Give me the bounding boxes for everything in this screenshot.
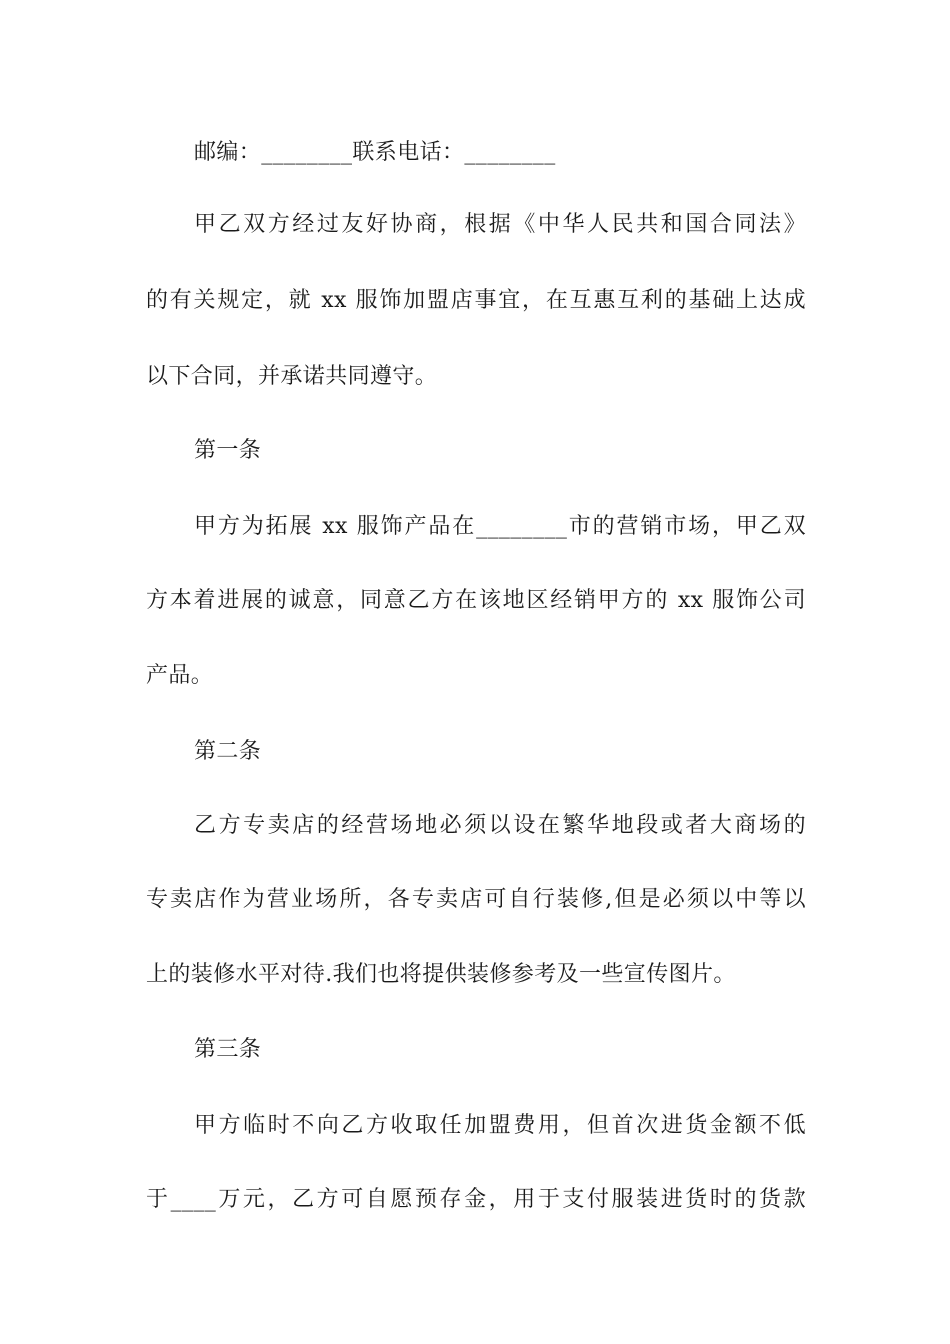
article-1-line-1: 甲方为拓展 xx 服饰产品在________市的营销市场，甲乙双: [194, 514, 806, 539]
article-2-line-3: 上的装修水平对待.我们也将提供装修参考及一些宣传图片。: [146, 962, 736, 987]
article-3-heading: 第三条: [194, 1037, 262, 1062]
paragraph-intro-line-3: 以下合同，并承诺共同遵守。: [146, 364, 438, 389]
article-3-line-1: 甲方临时不向乙方收取任加盟费用，但首次进货金额不低: [194, 1113, 806, 1138]
article-2-line-2: 专卖店作为营业场所，各专卖店可自行装修,但是必须以中等以: [146, 887, 806, 912]
article-3-line-2: 于____万元，乙方可自愿预存金，用于支付服装进货时的货款: [146, 1187, 806, 1212]
article-1-line-2: 方本着进展的诚意，同意乙方在该地区经销甲方的 xx 服饰公司: [146, 588, 806, 613]
article-2-heading: 第二条: [194, 739, 262, 764]
paragraph-intro-line-1: 甲乙双方经过友好协商，根据《中华人民共和国合同法》: [194, 212, 806, 237]
article-1-heading: 第一条: [194, 438, 262, 463]
paragraph-intro-line-2: 的有关规定，就 xx 服饰加盟店事宜，在互惠互利的基础上达成: [146, 288, 806, 313]
article-1-line-3: 产品。: [146, 663, 214, 688]
postcode-phone-line: 邮编：________联系电话：________: [194, 140, 556, 165]
article-2-line-1: 乙方专卖店的经营场地必须以设在繁华地段或者大商场的: [194, 813, 806, 838]
